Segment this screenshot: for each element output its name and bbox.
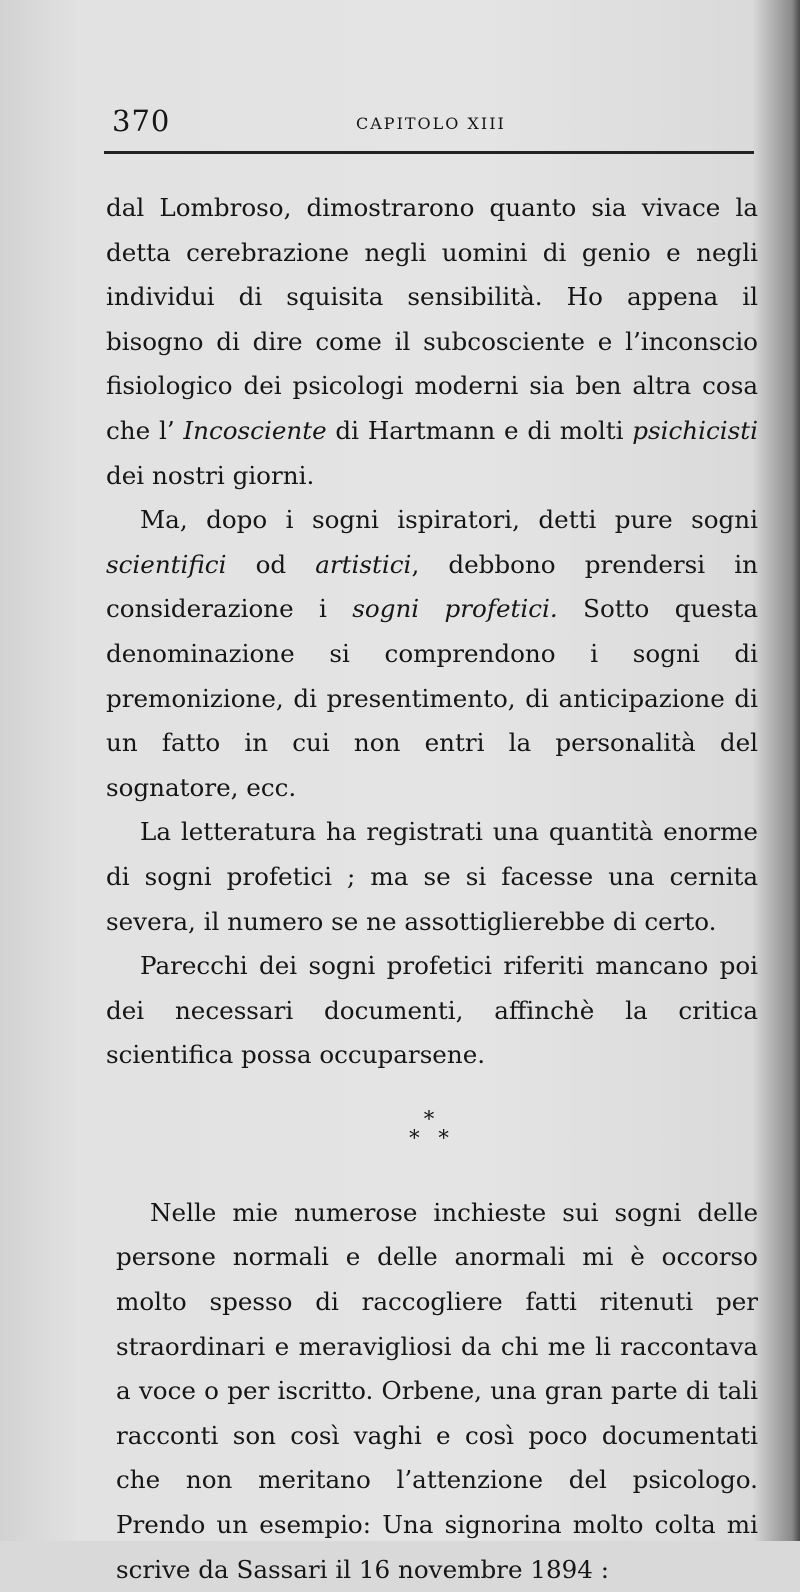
paragraph [106, 810, 758, 944]
running-head: CAPITOLO XIII [356, 114, 506, 133]
text-segment: di Hartmann e di molti [326, 415, 633, 445]
page-header [112, 104, 758, 148]
section-separator [106, 1106, 758, 1150]
text-segment: Parecchi dei sogni profetici riferiti mancano poi dei necessari documenti, affinchè la critica scientifica possa occuparsene. [106, 951, 758, 1070]
paragraph [106, 944, 758, 1078]
separator-bottom: * * [409, 1125, 455, 1150]
text-segment: La letteratura ha registrati una quantità enorme di sogni profetici ; ma se si facesse una cernita severa, il numero se ne assottiglierebbe di certo. [106, 817, 758, 936]
second-section [106, 1191, 758, 1592]
text-segment: Sotto questa denominazione si comprendono i sogni di premonizione, di presentimento, di anticipazione di un fatto in cui non entri la personalità del sognatore, ecc. [106, 594, 759, 802]
paragraph [106, 498, 758, 810]
italic-segment: psichicisti [632, 415, 758, 445]
header-rule [104, 151, 754, 154]
italic-segment: sogni profetici. [352, 594, 558, 624]
text-segment: dei nostri giorni. [106, 460, 315, 490]
paragraph [116, 1191, 758, 1592]
text-segment: Nelle mie numerose inchieste sui sogni delle persone normali e delle anormali mi è occorso molto spesso di raccogliere fatti ritenuti per straordinari e meravigliosi da chi me li raccontava a voce o per iscritto. Orbene, una gran parte di tali racconti son così vaghi e così poco documentati che non meritano l’attenzione del psicologo. Prendo un esempio: Una signorina molto colta mi scrive da Sassari il 16 novembre 1894 : [116, 1197, 758, 1584]
text-segment: od [226, 549, 316, 579]
paragraph [106, 186, 758, 498]
page-number: 370 [112, 104, 171, 138]
text-segment: , debbono prendersi in considerazione i [106, 549, 758, 624]
italic-segment: scientifici [106, 549, 227, 579]
body-text [106, 186, 758, 1592]
italic-segment: Incosciente [183, 415, 327, 445]
italic-segment: artistici [315, 549, 412, 579]
separator-top: * [423, 1106, 441, 1131]
text-segment: dal Lombroso, dimostrarono quanto sia vivace la detta cerebrazione negli uomini di genio e negli individui di squisita sensibilità. Ho appena il bisogno di dire come il subcosciente e l’inconscio fisiologico dei psicologi moderni sia ben altra cosa che l’ [106, 193, 758, 445]
text-segment: Ma, dopo i sogni ispiratori, detti pure sogni [140, 505, 758, 535]
